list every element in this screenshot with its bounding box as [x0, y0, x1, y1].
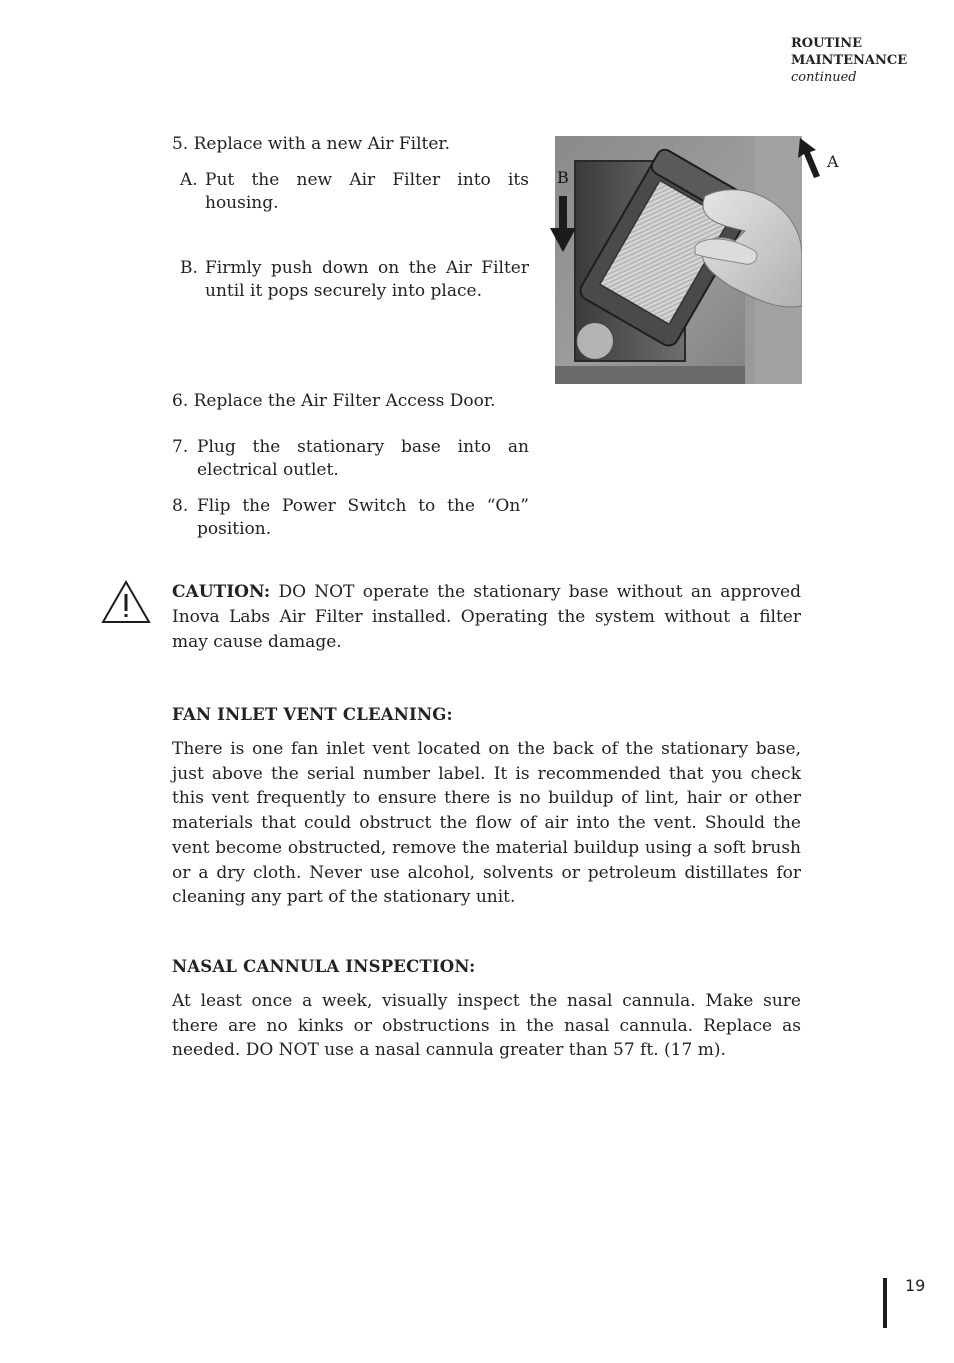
warning-triangle-icon — [101, 580, 151, 624]
step-6: 6. Replace the Air Filter Access Door. — [172, 391, 496, 411]
page-number-bar — [883, 1278, 887, 1328]
step-b-label: B. — [180, 258, 198, 278]
page-number: 19 — [905, 1276, 926, 1295]
section-header — [791, 35, 907, 86]
step-a-text: Put the new Air Filter into its housing. — [205, 170, 529, 213]
header-line-2: MAINTENANCE — [791, 53, 908, 68]
header-continued: continued — [791, 70, 857, 85]
step-7 — [172, 436, 529, 482]
step-a-label: A. — [180, 170, 198, 190]
step-b-text: Firmly push down on the Air Filter until it pops securely into place. — [205, 258, 529, 301]
step-b — [180, 257, 529, 303]
cannula-section-body: At least once a week, visually inspect the nasal cannula. Make sure there are no kinks or obstructions in the nasal cannula. Replace as needed. DO NOT use a nasal cannula greater than 57 ft. (17 m). — [172, 991, 801, 1061]
step-7-text: Plug the stationary base into an electrical outlet. — [197, 437, 529, 480]
caution-text: DO NOT operate the stationary base without an approved Inova Labs Air Filter installed. Operating the system without a filter may cause damage. — [172, 582, 801, 652]
step-8-label: 8. — [172, 496, 189, 516]
arrow-down-icon — [550, 196, 576, 252]
header-line-1: ROUTINE — [791, 36, 863, 51]
arrow-up-left-icon — [796, 138, 822, 178]
fan-section-body: There is one fan inlet vent located on the back of the stationary base, just above the serial number label. It is recommended that you check this vent frequently to ensure there is no buildup of lint, hair or other materials that could obstruct the flow of air into the vent. Should the vent become obstructed, remove the material buildup using a soft brush or a dry cloth. Never use alcohol, solvents or petroleum distillates for cleaning any part of the stationary unit. — [172, 739, 801, 908]
cannula-section-title: NASAL CANNULA INSPECTION: — [172, 957, 476, 976]
step-8 — [172, 495, 529, 541]
step-5: 5. Replace with a new Air Filter. — [172, 134, 451, 154]
step-7-label: 7. — [172, 437, 189, 457]
caution-notice — [172, 580, 801, 655]
callout-label-b: B — [557, 168, 569, 187]
fan-section-title: FAN INLET VENT CLEANING: — [172, 705, 453, 724]
air-filter-photo — [555, 136, 802, 384]
caution-label: CAUTION: — [172, 582, 271, 602]
callout-label-a: A — [827, 152, 839, 171]
step-8-text: Flip the Power Switch to the “On” position. — [197, 496, 529, 539]
step-a — [180, 169, 529, 215]
